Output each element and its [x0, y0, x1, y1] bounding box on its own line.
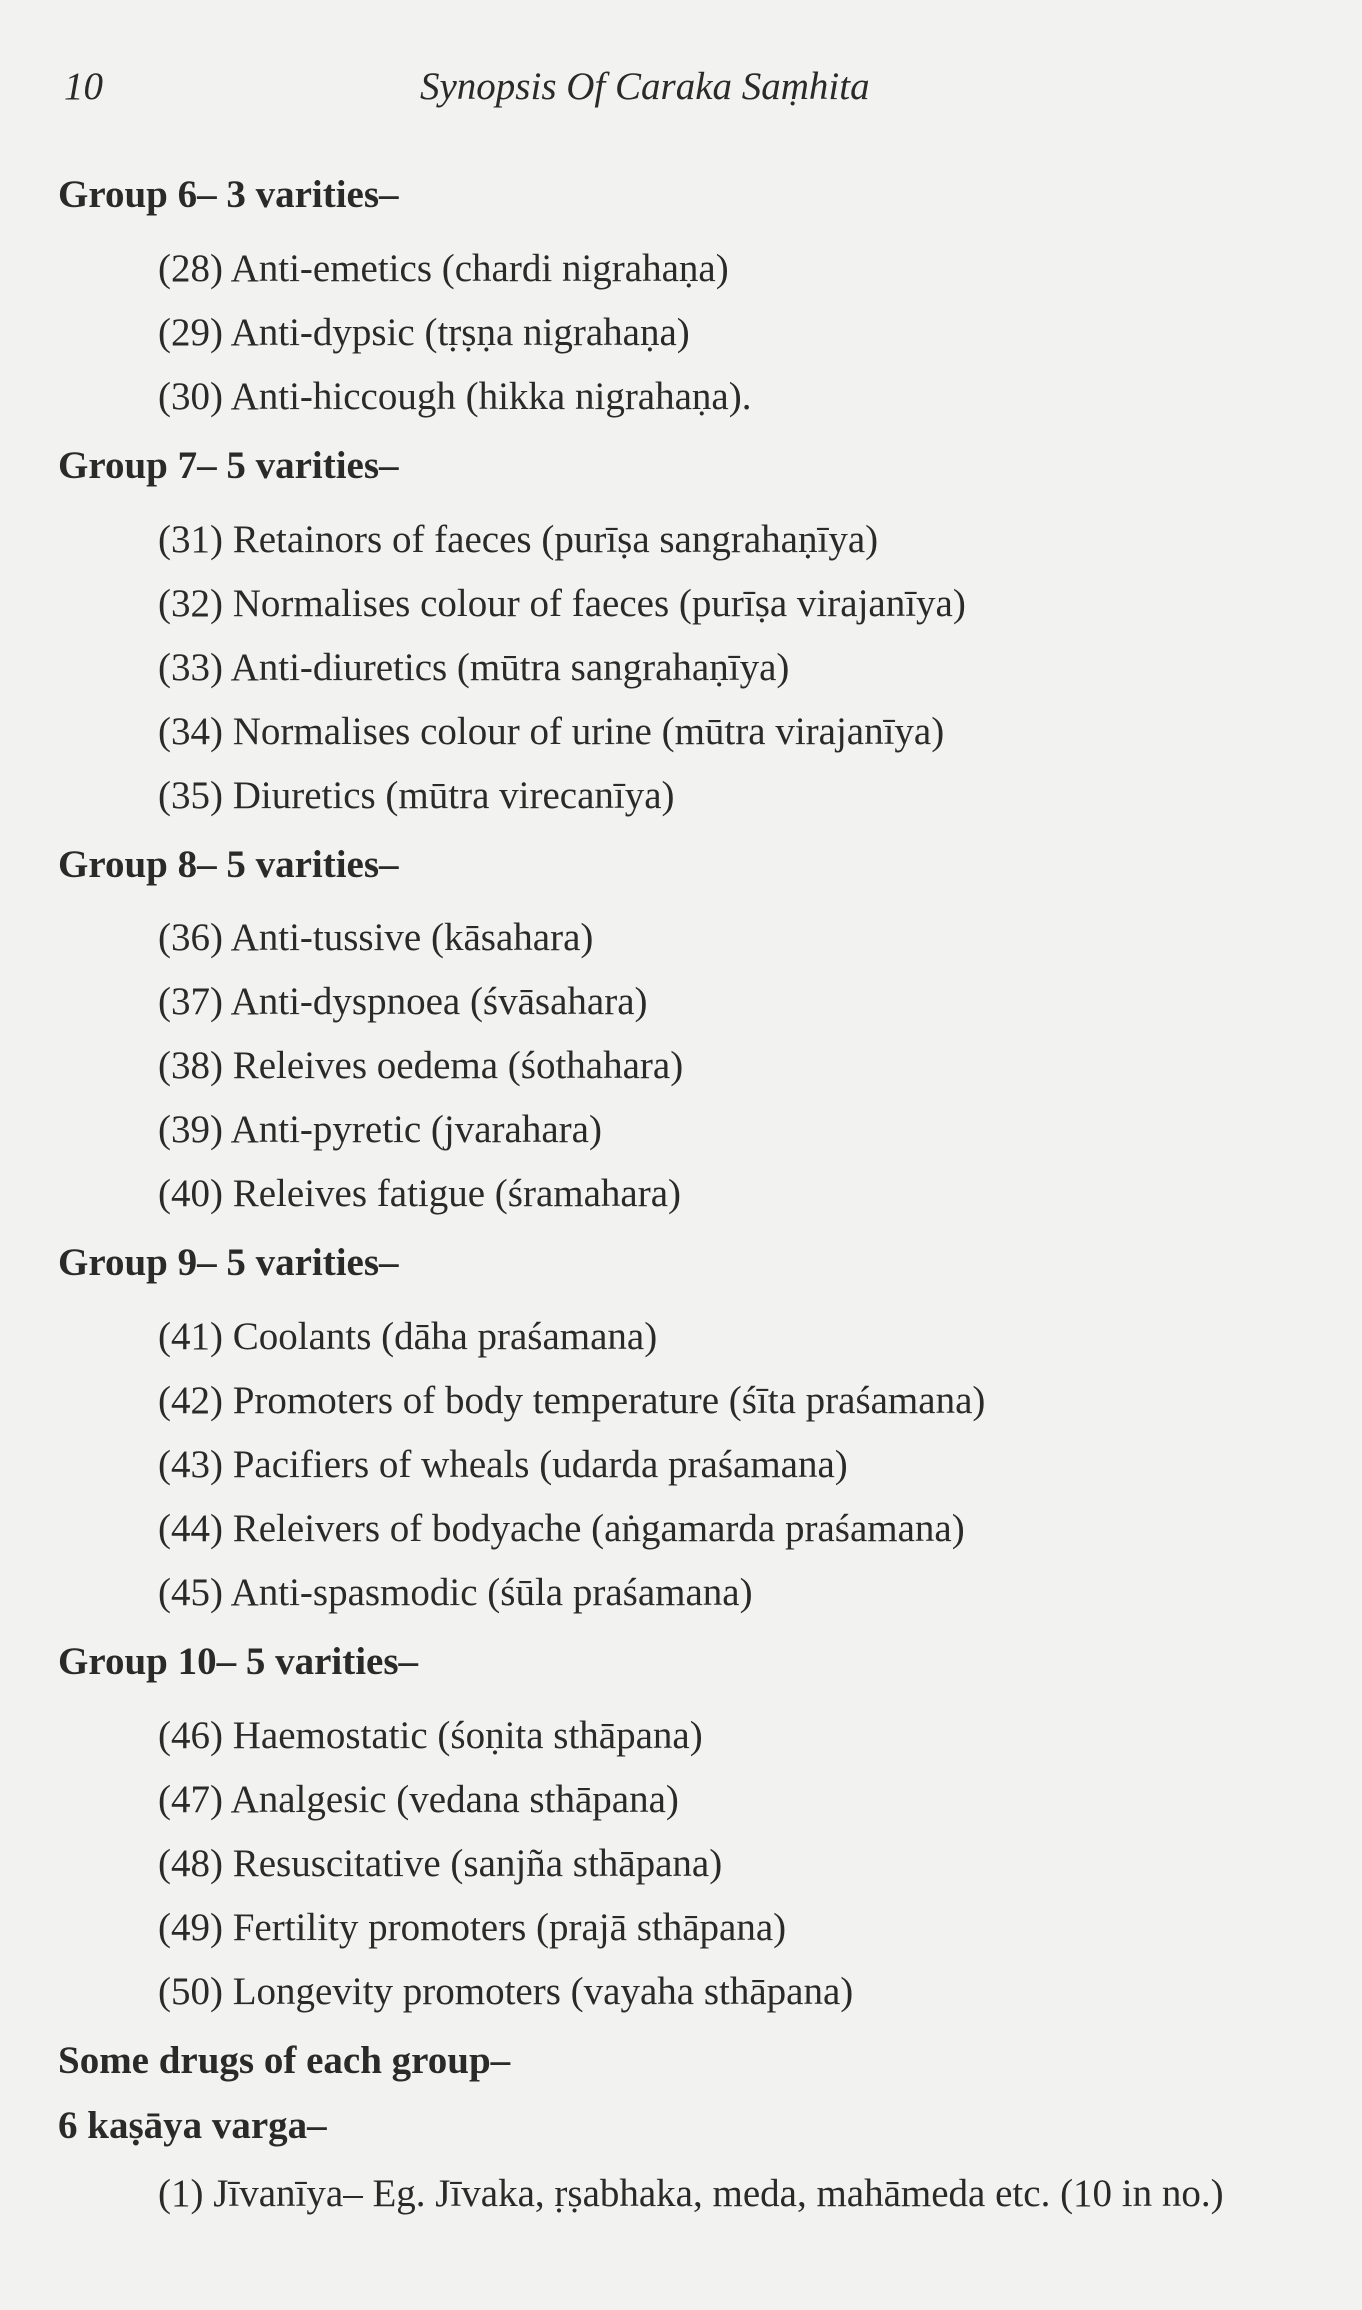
group-heading: Group 7– 5 varities–: [58, 443, 399, 487]
group-items: [58, 237, 1292, 429]
list-item: (39) Anti-pyretic (jvarahara): [158, 1108, 602, 1152]
group-items: [58, 508, 1292, 828]
running-head: [58, 64, 1292, 124]
list-item: (29) Anti-dypsic (tṛṣṇa nigrahaṇa): [158, 310, 690, 354]
group-9: [58, 1240, 1292, 1625]
list-item: (34) Normalises colour of urine (mūtra virajanīya): [158, 709, 945, 753]
group-items: [58, 1305, 1292, 1625]
group-heading: Group 10– 5 varities–: [58, 1640, 419, 1684]
list-item: (50) Longevity promoters (vayaha sthāpana): [158, 1969, 854, 2013]
list-item: (36) Anti-tussive (kāsahara): [158, 916, 594, 960]
group-6: [58, 172, 1292, 429]
group-heading: Group 8– 5 varities–: [58, 842, 399, 886]
section-items: [58, 2168, 1292, 2220]
list-item: (38) Releives oedema (śothahara): [158, 1044, 684, 1088]
section-subheading: 6 kaṣāya varga–: [58, 2103, 327, 2147]
group-heading: Group 9– 5 varities–: [58, 1241, 399, 1285]
page-number: 10: [64, 65, 103, 108]
list-item: (43) Pacifiers of wheals (udarda praśamana): [158, 1443, 848, 1487]
list-item: (42) Promoters of body temperature (śīta praśamana): [158, 1379, 986, 1423]
page-content: [58, 172, 1292, 2220]
group-10: [58, 1639, 1292, 2024]
list-item: (32) Normalises colour of faeces (purīṣa virajanīya): [158, 581, 966, 625]
list-item: (28) Anti-emetics (chardi nigrahaṇa): [158, 246, 729, 290]
group-8: [58, 842, 1292, 1227]
list-item: (46) Haemostatic (śoṇita sthāpana): [158, 1713, 703, 1757]
list-item: (35) Diuretics (mūtra virecanīya): [158, 773, 675, 817]
list-item: (33) Anti-diuretics (mūtra sangrahaṇīya): [158, 645, 790, 689]
list-item: (37) Anti-dyspnoea (śvāsahara): [158, 980, 648, 1024]
section-heading: Some drugs of each group–: [58, 2038, 511, 2082]
group-heading: Group 6– 3 varities–: [58, 173, 399, 216]
group-items: [58, 1704, 1292, 2024]
list-item: (40) Releives fatigue (śramahara): [158, 1172, 681, 1216]
group-7: [58, 443, 1292, 828]
drugs-section: [58, 2038, 1292, 2220]
list-item: (49) Fertility promoters (prajā sthāpana): [158, 1905, 787, 1949]
list-item: (31) Retainors of faeces (purīṣa sangrahaṇīya): [158, 517, 879, 561]
list-item: (48) Resuscitative (sanjña sthāpana): [158, 1841, 723, 1885]
list-item: (47) Analgesic (vedana sthāpana): [158, 1777, 679, 1821]
list-item: (30) Anti-hiccough (hikka nigrahaṇa).: [158, 374, 752, 418]
list-item: (45) Anti-spasmodic (śūla praśamana): [158, 1571, 753, 1615]
list-item: (44) Releivers of bodyache (aṅgamarda praśamana): [158, 1507, 965, 1551]
list-item: (1) Jīvanīya– Eg. Jīvaka, ṛṣabhaka, meda, mahāmeda etc. (10 in no.): [158, 2171, 1224, 2215]
list-item: (41) Coolants (dāha praśamana): [158, 1315, 658, 1359]
running-title: Synopsis Of Caraka Saṃhita: [420, 65, 870, 108]
group-items: [58, 906, 1292, 1226]
